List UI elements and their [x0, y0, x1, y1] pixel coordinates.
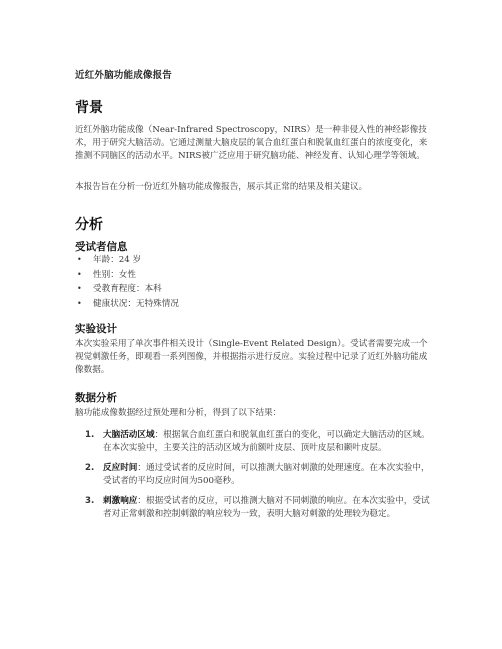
data-analysis-heading: 数据分析 — [75, 392, 117, 404]
subject-info-heading: 受试者信息 — [75, 241, 128, 253]
background-paragraph-2: 本报告旨在分析一份近红外脑功能成像报告，展示其正常的结果及相关建议。 — [75, 182, 368, 192]
list-item: • 受教育程度：本科 — [75, 282, 433, 297]
bullet-icon: • — [77, 284, 82, 294]
data-analysis-intro: 脑功能成像数据经过预处理和分析，得到了以下结果： — [75, 408, 282, 418]
bullet-icon: • — [77, 269, 82, 279]
experiment-design-paragraph: 本次实验采用了单次事件相关设计（Single-Event Related Design）。受试者需要完成一个视觉刺激任务，即观看一系列图像，并根据指示进行反应。实验过程中记录了近红外脑功能成像数据。 — [75, 339, 428, 375]
bullet-icon: • — [77, 255, 82, 264]
list-item: • 健康状况：无特殊情况 — [75, 297, 433, 312]
list-item: 3. 刺激响应：根据受试者的反应，可以推测大脑对不同刺激的响应。在本次实验中，受试者对正常刺激和控制刺激的响应较为一致，表明大脑对刺激的处理较为稳定。 — [85, 496, 430, 519]
list-item: • 性别：女性 — [75, 268, 433, 283]
results-list — [75, 429, 435, 521]
list-item: 1. 大脑活动区域：根据氧合血红蛋白和脱氧血红蛋白的变化，可以确定大脑活动的区域。在本次实验中，主要关注的活动区域为前额叶皮层、顶叶皮层和颞叶皮层。 — [85, 430, 430, 453]
background-heading: 背景 — [75, 100, 103, 116]
analysis-heading: 分析 — [75, 217, 103, 233]
subject-info-list — [75, 253, 433, 311]
bullet-icon: • — [77, 298, 82, 308]
experiment-design-heading: 实验设计 — [75, 323, 117, 335]
document-title: 近红外脑功能成像报告 — [75, 70, 173, 81]
list-item: • 年龄：24 岁 — [75, 253, 433, 268]
list-item: 2. 反应时间：通过受试者的反应时间，可以推测大脑对刺激的处理速度。在本次实验中，受试者的平均反应时间为500毫秒。 — [85, 463, 430, 486]
background-paragraph-1: 近红外脑功能成像（Near-Infrared Spectroscopy，NIRS）是一种非侵入性的神经影像技术，用于研究大脑活动。它通过测量大脑皮层的氧合血红蛋白和脱氧血红蛋白的浓度变化，来推测不同脑区的活动水平。NIRS被广泛应用于研究脑功能、神经发育、认知心理学等领域。 — [75, 125, 428, 161]
